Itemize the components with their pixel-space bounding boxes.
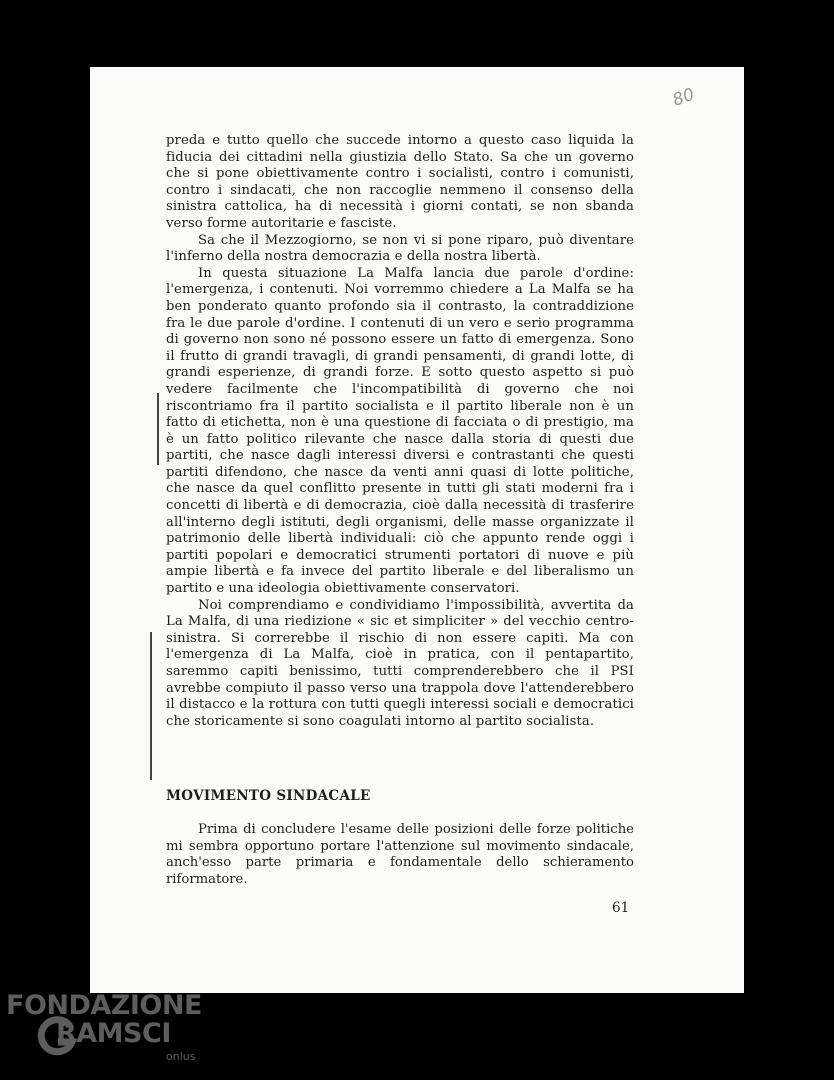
logo-line-1: FONDAZIONE bbox=[6, 990, 202, 1021]
page-number: 61 bbox=[612, 900, 630, 916]
paragraph-3: In questa situazione La Malfa lancia due parole d'ordine: l'emergenza, i contenuti. Noi vorremmo chiedere a La Malfa se ha ben ponderato quanto profondo sia il contrasto, la contraddizione fra le due parole d'ordine. I contenuti di un vero e serio programma di governo non sono né possono essere un fatto di emergenza. Sono il frutto di grandi travagli, di grandi pensamenti, di grandi lotte, di grandi esperienze, di grandi forze. E sotto questo aspetto si può vedere facilmente che l'incompatibilità di governo che noi riscontriamo fra il partito socialista e il partito liberale non è un fatto di etichetta, non è una questione di facciata o di prestigio, ma è un fatto politico rilevante che nasce dalla storia di questi due partiti, che nasce dagli interessi diversi e contrastanti che questi partiti difendono, che nasce da venti anni quasi di lotte politiche, che nasce da quel conflitto presente in tutti gli stati moderni fra i concetti di libertà e di democrazia, cioè dalla necessità di trasferire all'interno degli istituti, degli organismi, delle masse organizzate il patrimonio delle libertà individuali: ciò che appunto rende oggi i partiti popolari e democratici strumenti portatori di nuove e più ampie libertà e fa invece del partito liberale e del liberalismo un partito e una ideologia obiettivamente conservatori. bbox=[166, 265, 634, 597]
closing-text bbox=[166, 822, 634, 888]
logo-line-3: onlus bbox=[166, 1050, 196, 1063]
body-text bbox=[166, 133, 634, 730]
margin-annotation-line bbox=[157, 393, 159, 465]
paragraph-4: Noi comprendiamo e condividiamo l'impossibilità, avvertita da La Malfa, di una riedizione « sic et simpliciter » del vecchio centro-sinistra. Si correrebbe il rischio di non essere capiti. Ma con l'emergenza di La Malfa, cioè in pratica, con il pentapartito, saremmo capiti benissimo, tutti comprenderebbero che il PSI avrebbe compiuto il passo verso una trappola dove l'attenderebbero il distacco e la rottura con tutti quegli interessi sociali e democratici che storicamente si sono coagulati intorno al partito socialista. bbox=[166, 597, 634, 729]
logo-line-2: RAMSCI bbox=[56, 1018, 171, 1049]
handwritten-folio-number: 80 bbox=[670, 84, 698, 111]
closing-paragraph: Prima di concludere l'esame delle posizioni delle forze politiche mi sembra opportuno portare l'attenzione sul movimento sindacale, anch'esso parte primaria e fondamentale dello schieramento riformatore. bbox=[166, 822, 634, 887]
paragraph-1: preda e tutto quello che succede intorno a questo caso liquida la fiducia dei cittadini nella giustizia dello Stato. Sa che un governo che si pone obiettivamente contro i socialisti, contro i comunisti, contro i sindacati, che non raccoglie nemmeno il consenso della sinistra cattolica, ha di necessità i giorni contati, se non sbanda verso forme autoritarie e fasciste. bbox=[166, 133, 634, 231]
margin-annotation-line bbox=[150, 632, 152, 780]
section-heading: MOVIMENTO SINDACALE bbox=[166, 788, 371, 804]
paragraph-2: Sa che il Mezzogiorno, se non vi si pone riparo, può diventare l'inferno della nostra democrazia e della nostra libertà. bbox=[166, 232, 634, 265]
fondazione-gramsci-logo bbox=[6, 990, 206, 1070]
